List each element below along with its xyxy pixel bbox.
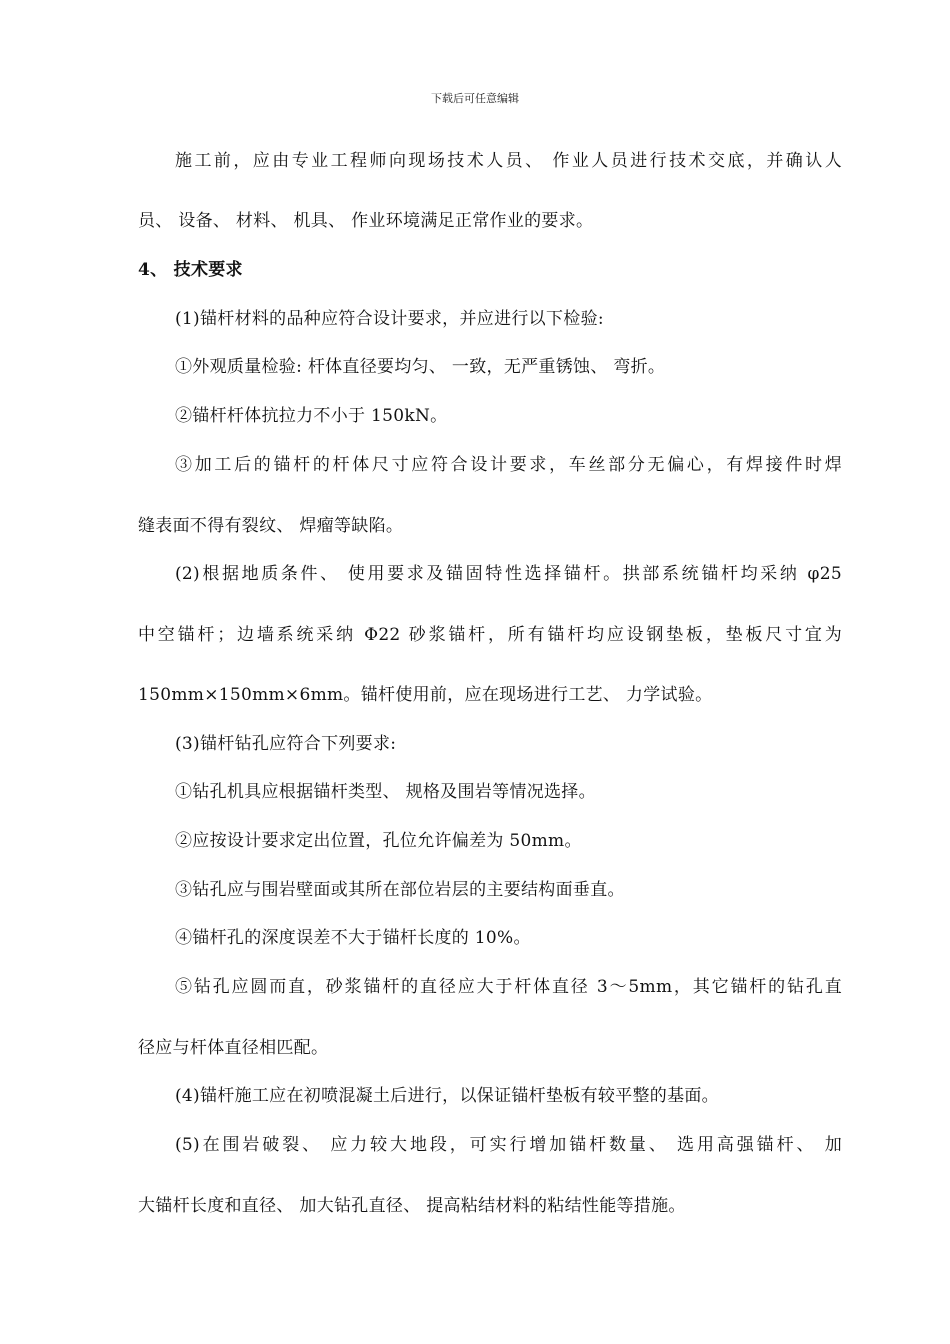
page-header: 下载后可任意编辑	[431, 92, 519, 105]
list-item: ⑤钻孔应圆而直，砂浆锚杆的直径应大于杆体直径 3～5mm，其它锚杆的钻孔直	[175, 977, 842, 997]
list-item: ③钻孔应与围岩壁面或其所在部位岩层的主要结构面垂直。	[175, 880, 625, 900]
paragraph-line: 大锚杆长度和直径、 加大钻孔直径、 提高粘结材料的粘结性能等措施。	[138, 1196, 686, 1216]
paragraph-line: 中空锚杆；边墙系统采纳 Φ22 砂浆锚杆，所有锚杆均应设钢垫板，垫板尺寸宜为	[138, 625, 842, 645]
list-item: ②应按设计要求定出位置，孔位允许偏差为 50mm。	[175, 831, 582, 851]
paragraph-line: (4)锚杆施工应在初喷混凝土后进行，以保证锚杆垫板有较平整的基面。	[175, 1086, 719, 1106]
paragraph-line: 员、 设备、 材料、 机具、 作业环境满足正常作业的要求。	[138, 211, 594, 231]
paragraph-line: (1)锚杆材料的品种应符合设计要求，并应进行以下检验:	[175, 309, 604, 329]
list-item: ④锚杆孔的深度误差不大于锚杆长度的 10%。	[175, 928, 531, 948]
list-item: ②锚杆杆体抗拉力不小于 150kN。	[175, 406, 448, 426]
paragraph-line: 缝表面不得有裂纹、 焊瘤等缺陷。	[138, 516, 404, 536]
paragraph-line: 施工前，应由专业工程师向现场技术人员、 作业人员进行技术交底，并确认人	[175, 151, 842, 171]
list-item: ③加工后的锚杆的杆体尺寸应符合设计要求，车丝部分无偏心，有焊接件时焊	[175, 455, 842, 475]
paragraph-line: (5)在围岩破裂、 应力较大地段，可实行增加锚杆数量、 选用高强锚杆、 加	[175, 1135, 842, 1155]
section-heading: 4、 技术要求	[138, 260, 243, 280]
list-item: ①钻孔机具应根据锚杆类型、 规格及围岩等情况选择。	[175, 782, 596, 802]
list-item: ①外观质量检验: 杆体直径要均匀、 一致，无严重锈蚀、 弯折。	[175, 357, 666, 377]
paragraph-line: (2)根据地质条件、 使用要求及锚固特性选择锚杆。拱部系统锚杆均采纳 φ25	[175, 564, 842, 584]
paragraph-line: 150mm×150mm×6mm。锚杆使用前，应在现场进行工艺、 力学试验。	[138, 685, 713, 705]
paragraph-line: 径应与杆体直径相匹配。	[138, 1038, 329, 1058]
paragraph-line: (3)锚杆钻孔应符合下列要求:	[175, 734, 397, 754]
